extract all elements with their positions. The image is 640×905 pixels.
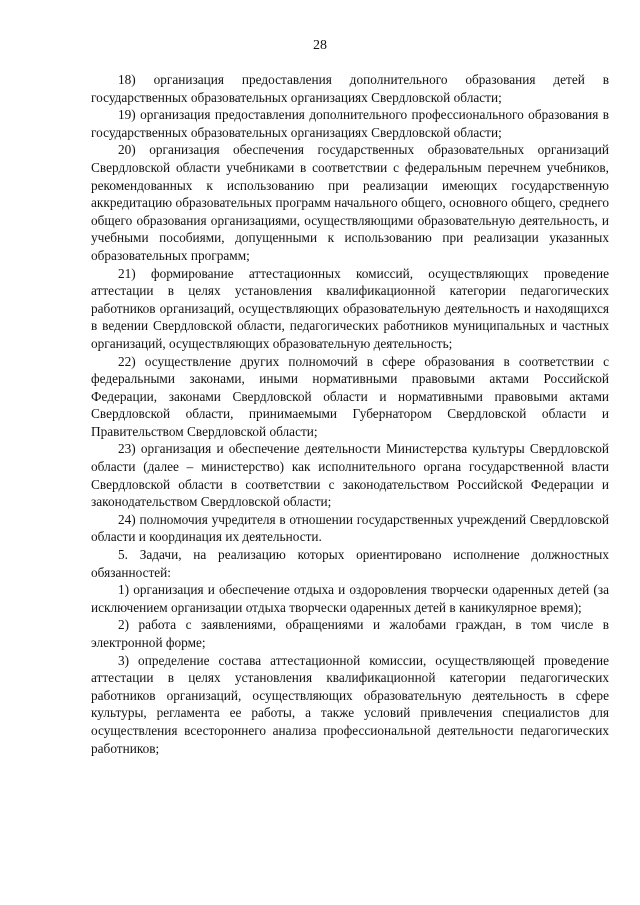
task-item-3: 3) определение состава аттестационной комиссии, осуществляющей проведение аттестации в целях установления квалификационной категории педагогических работников организаций, осуществляющих образовательную деятельность в сфере культуры, регламента ее работы, а также условий привлечения специалистов для осуществления всестороннего анализа профессиональной деятельности педагогических работников; <box>91 652 609 756</box>
task-item-2: 2) работа с заявлениями, обращениями и жалобами граждан, в том числе в электронной форме; <box>91 617 609 650</box>
paragraph-item-24: 24) полномочия учредителя в отношении государственных учреждений Свердловской области и координация их деятельности. <box>91 511 609 545</box>
section-5-heading: 5. Задачи, на реализацию которых ориентировано исполнение должностных обязанностей: <box>91 547 609 580</box>
paragraph-item-21: 21) формирование аттестационных комиссий, осуществляющих проведение аттестации в целях установления квалификационной категории педагогических работников организаций, осуществляющих образовательную деятельность и находящихся в ведении Свердловской области, педагогических работников муниципальных и частных организаций, осуществляющих образовательную деятельность; <box>91 265 609 351</box>
paragraph-item-18: 18) организация предоставления дополнительного образования детей в государственных образовательных организациях Свердловской области; <box>91 72 609 105</box>
page-number: 28 <box>313 38 327 53</box>
paragraph-item-22: 22) осуществление других полномочий в сфере образования в соответствии с федеральными законами, иными нормативными правовыми актами Российской Федерации, законами Свердловской области и нормативными правовыми актами Свердловской области, принимаемыми Губернатором Свердловской области и Правительством Свердловской области; <box>91 353 609 439</box>
paragraph-item-19: 19) организация предоставления дополнительного профессионального образования в государственных образовательных организациях Свердловской области; <box>91 107 609 140</box>
document-body <box>91 71 609 757</box>
paragraph-item-23: 23) организация и обеспечение деятельности Министерства культуры Свердловской области (далее – министерство) как исполнительного органа государственной власти Свердловской области в соответствии с законодательством Российской Федерации и законодательством Свердловской области; <box>91 441 609 510</box>
task-item-1: 1) организация и обеспечение отдыха и оздоровления творчески одаренных детей (за исключением организации отдыха творчески одаренных детей в каникулярное время); <box>91 582 609 615</box>
paragraph-item-20: 20) организация обеспечения государственных образовательных организаций Свердловской области учебниками в соответствии с федеральным перечнем учебников, рекомендованных к использованию при реализации имеющих государственную аккредитацию образовательных программ начального общего, основного общего, среднего общего образования организациями, осуществляющими образовательную деятельность, и учебными пособиями, допущенными к использованию при реализации указанных образовательных программ; <box>91 142 609 263</box>
